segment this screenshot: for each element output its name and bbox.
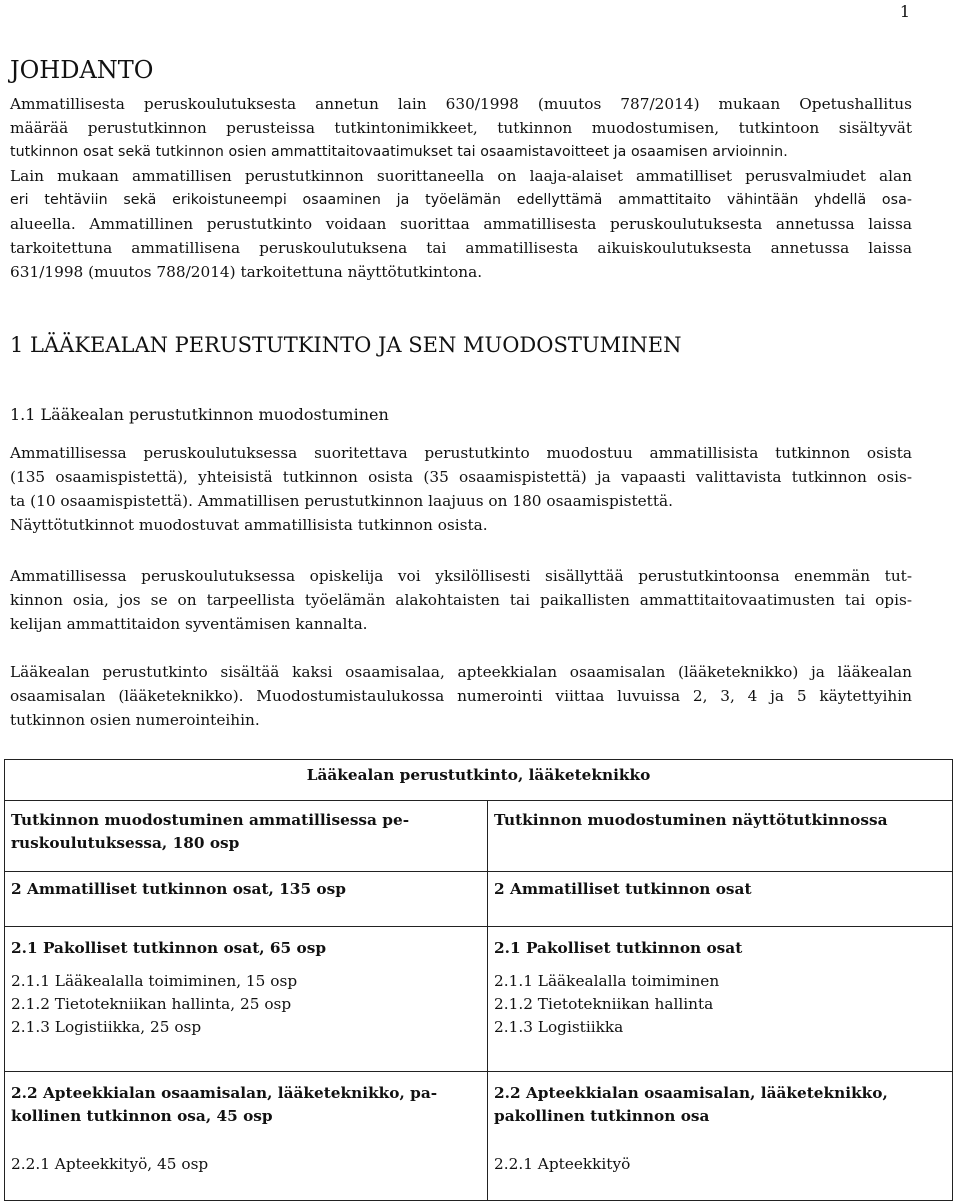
chapter-heading: 1 LÄÄKEALAN PERUSTUTKINTO JA SEN MUODOSTUMINEN bbox=[10, 333, 682, 357]
left-section-title: 2 Ammatilliset tutkinnon osat, 135 osp bbox=[5, 872, 488, 927]
header-line: Tutkinnon muodostuminen ammatillisessa pe- bbox=[11, 811, 410, 829]
structure-paragraph bbox=[10, 441, 912, 537]
text-line: Ammatillisesta peruskoulutuksesta annetun lain 630/1998 (muutos 787/2014) mukaan Opetushallitus bbox=[10, 95, 912, 113]
compulsory-title: 2.1 Pakolliset tutkinnon osat bbox=[494, 939, 743, 957]
text-line: tutkinnon osat sekä tutkinnon osien ammattitaitovaatimukset tai osaamistavoitteet ja osaamisen arvioinnin. bbox=[10, 144, 788, 160]
unit-item: 2.2.1 Apteekkityö bbox=[494, 1155, 631, 1173]
text-line: tarkoitettuna ammatillisena peruskoulutuksena tai ammatillisesta aikuiskoulutuksesta annetussa laissa bbox=[10, 239, 912, 257]
right-pharmacy-cell bbox=[488, 1072, 953, 1201]
unit-item: 2.1.3 Logistiikka bbox=[494, 1018, 624, 1036]
pharmacy-title-line: pakollinen tutkinnon osa bbox=[494, 1107, 710, 1125]
text-line: ta (10 osaamispistettä). Ammatillisen perustutkinnon laajuus on 180 osaamispistettä. bbox=[10, 492, 673, 510]
text-line: Lain mukaan ammatillisen perustutkinnon suorittaneella on laaja-alaiset ammatilliset perusvalmiudet alan bbox=[10, 167, 912, 185]
individual-paragraph bbox=[10, 564, 912, 636]
right-section-title: 2 Ammatilliset tutkinnon osat bbox=[488, 872, 953, 927]
text-line: 631/1998 (muutos 788/2014) tarkoitettuna näyttötutkintona. bbox=[10, 263, 483, 281]
intro-heading: JOHDANTO bbox=[10, 56, 154, 84]
unit-item: 2.1.2 Tietotekniikan hallinta bbox=[494, 995, 714, 1013]
unit-item: 2.1.3 Logistiikka, 25 osp bbox=[11, 1018, 202, 1036]
section-heading: 1.1 Lääkealan perustutkinnon muodostuminen bbox=[10, 405, 389, 424]
right-column-header: Tutkinnon muodostuminen näyttötutkinnossa bbox=[488, 801, 953, 872]
text-line: eri tehtäviin sekä erikoistuneempi osaaminen ja työelämän edellyttämä ammattitaito vähintään yhdellä osa- bbox=[10, 192, 912, 208]
left-column-header bbox=[5, 801, 488, 872]
text-line: (135 osaamispistettä), yhteisistä tutkinnon osista (35 osaamispistettä) ja vapaasti valittavista tutkinnon osis- bbox=[10, 468, 912, 486]
text-line: kinnon osia, jos se on tarpeellista työelämän alakohtaisten tai paikallisten ammattitaitovaatimusten tai opis- bbox=[10, 591, 912, 609]
pharmacy-title-line: kollinen tutkinnon osa, 45 osp bbox=[11, 1107, 273, 1125]
header-line: ruskoulutuksessa, 180 osp bbox=[11, 834, 240, 852]
table-caption: Lääkealan perustutkinto, lääketeknikko bbox=[5, 760, 953, 801]
compulsory-title: 2.1 Pakolliset tutkinnon osat, 65 osp bbox=[11, 939, 327, 957]
text-line: alueella. Ammatillinen perustutkinto voidaan suorittaa ammatillisesta peruskoulutuksesta annetussa laissa bbox=[10, 215, 912, 233]
text-line: osaamisalan (lääketeknikko). Muodostumistaulukossa numerointi viittaa luvuissa 2, 3, 4 ja 5 käytettyihin bbox=[10, 687, 912, 705]
left-pharmacy-cell bbox=[5, 1072, 488, 1201]
text-line: määrää perustutkinnon perusteissa tutkintonimikkeet, tutkinnon muodostumisen, tutkintoon sisältyvät bbox=[10, 119, 912, 137]
text-line: Lääkealan perustutkinto sisältää kaksi osaamisalaa, apteekkialan osaamisalan (lääketeknikko) ja lääkealan bbox=[10, 663, 912, 681]
right-compulsory-cell bbox=[488, 927, 953, 1072]
intro-paragraph bbox=[10, 92, 912, 284]
qualification-structure-table bbox=[4, 759, 953, 1201]
text-line: kelijan ammattitaidon syventämisen kannalta. bbox=[10, 615, 368, 633]
pharmacy-title-line: 2.2 Apteekkialan osaamisalan, lääketeknikko, bbox=[494, 1084, 888, 1102]
specialisation-paragraph bbox=[10, 660, 912, 732]
text-line: tutkinnon osien numerointeihin. bbox=[10, 711, 260, 729]
unit-item: 2.1.1 Lääkealalla toimiminen bbox=[494, 972, 720, 990]
text-line: Ammatillisessa peruskoulutuksessa suoritettava perustutkinto muodostuu ammatillisista tutkinnon osista bbox=[10, 444, 912, 462]
unit-item: 2.2.1 Apteekkityö, 45 osp bbox=[11, 1155, 209, 1173]
text-line: Ammatillisessa peruskoulutuksessa opiskelija voi yksilöllisesti sisällyttää perustutkintoonsa enemmän tut- bbox=[10, 567, 912, 585]
text-line: Näyttötutkinnot muodostuvat ammatillisista tutkinnon osista. bbox=[10, 516, 488, 534]
unit-item: 2.1.2 Tietotekniikan hallinta, 25 osp bbox=[11, 995, 292, 1013]
pharmacy-title-line: 2.2 Apteekkialan osaamisalan, lääketeknikko, pa- bbox=[11, 1084, 438, 1102]
left-compulsory-cell bbox=[5, 927, 488, 1072]
unit-item: 2.1.1 Lääkealalla toimiminen, 15 osp bbox=[11, 972, 298, 990]
page-number: 1 bbox=[899, 2, 910, 21]
